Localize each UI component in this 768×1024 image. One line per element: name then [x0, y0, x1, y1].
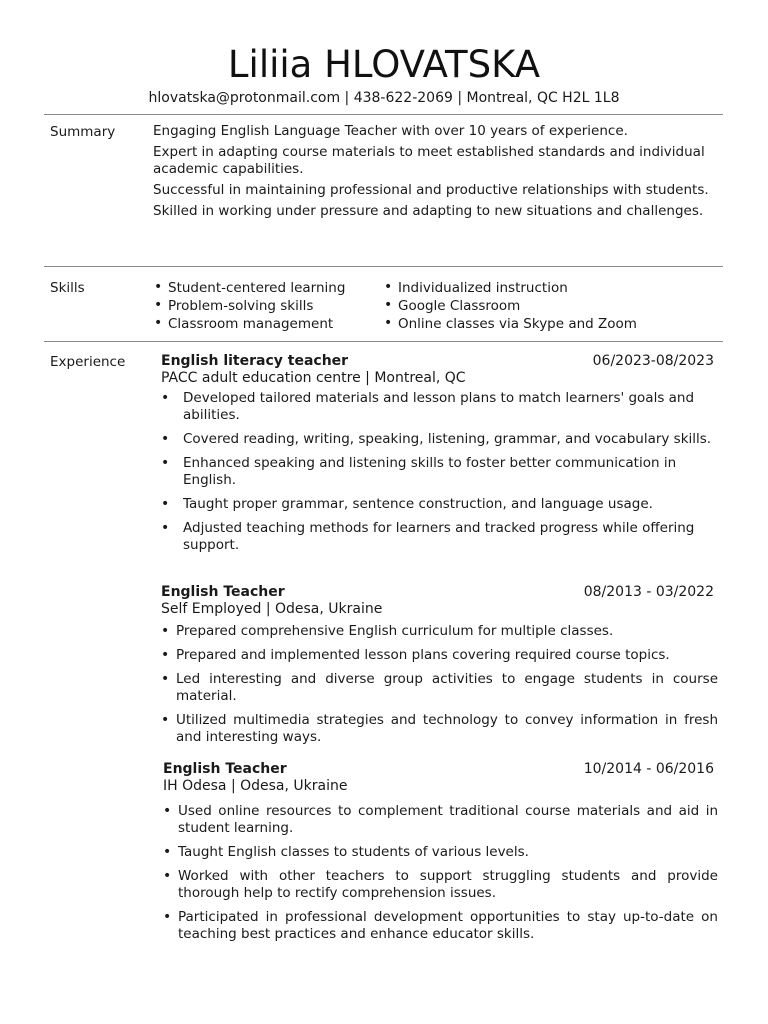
list-item: • Covered reading, writing, speaking, listening, grammar, and vocabulary skills. — [161, 431, 712, 447]
bullet-text: Covered reading, writing, speaking, listening, grammar, and vocabulary skills. — [183, 431, 712, 447]
bullet-text: Utilized multimedia strategies and technology to convey information in fresh and interesting ways. — [176, 712, 718, 745]
skill-item: • Classroom management — [153, 315, 345, 333]
candidate-name: Liliia HLOVATSKA — [227, 43, 541, 86]
skills-list-left — [153, 279, 345, 333]
list-item: • Enhanced speaking and listening skills to foster better communication in English. — [161, 455, 677, 488]
job-bullets — [163, 803, 718, 950]
list-item: • Taught proper grammar, sentence construction, and language usage. — [161, 496, 653, 512]
summary-line: Skilled in working under pressure and adapting to new situations and challenges. — [153, 203, 704, 219]
job-title: English Teacher — [163, 761, 287, 777]
job-organization: PACC adult education centre | Montreal, QC — [161, 370, 466, 386]
job-dates: 06/2023-08/2023 — [592, 353, 714, 369]
job-bullets — [161, 623, 718, 753]
list-item: • Adjusted teaching methods for learners and tracked progress while offering support. — [161, 520, 695, 553]
contact-line: hlovatska@protonmail.com | 438-622-2069 | Montreal, QC H2L 1L8 — [148, 90, 620, 106]
bullet-text: Taught proper grammar, sentence construction, and language usage. — [183, 496, 653, 512]
bullet-text: Worked with other teachers to support struggling students and provide thorough help to rectify comprehension issues. — [178, 868, 718, 901]
divider — [44, 341, 723, 342]
section-label-skills: Skills — [50, 280, 85, 296]
bullet-text: Enhanced speaking and listening skills to foster better communication in English. — [183, 455, 677, 488]
bullet-text: Adjusted teaching methods for learners and tracked progress while offering support. — [183, 520, 695, 553]
summary-line: Successful in maintaining professional and productive relationships with students. — [153, 182, 709, 198]
skill-item: • Individualized instruction — [383, 279, 637, 297]
skills-list-right — [383, 279, 637, 333]
skill-item: • Student-centered learning — [153, 279, 345, 297]
list-item: • Participated in professional development opportunities to stay up-to-date on teaching best practices and enhance educator skills. — [163, 909, 718, 942]
job-dates: 08/2013 - 03/2022 — [583, 584, 714, 600]
job-title: English literacy teacher — [161, 353, 349, 369]
bullet-text: Prepared comprehensive English curriculum for multiple classes. — [176, 623, 614, 639]
bullet-text: Participated in professional development opportunities to stay up-to-date on teaching best practices and enhance educator skills. — [178, 909, 718, 942]
job-title: English Teacher — [161, 584, 285, 600]
job-dates: 10/2014 - 06/2016 — [583, 761, 714, 777]
list-item: • Taught English classes to students of various levels. — [163, 844, 529, 860]
bullet-text: Led interesting and diverse group activities to engage students in course material. — [176, 671, 718, 704]
summary-block — [153, 123, 725, 224]
summary-line: Expert in adapting course materials to meet established standards and individual academic capabilities. — [153, 144, 705, 177]
list-item: • Used online resources to complement traditional course materials and aid in student learning. — [163, 803, 718, 836]
list-item: • Prepared and implemented lesson plans covering required course topics. — [161, 647, 670, 663]
skill-item: • Online classes via Skype and Zoom — [383, 315, 637, 333]
bullet-text: Prepared and implemented lesson plans covering required course topics. — [176, 647, 670, 663]
section-label-summary: Summary — [50, 124, 116, 140]
job-organization: Self Employed | Odesa, Ukraine — [161, 601, 383, 617]
skill-item: • Google Classroom — [383, 297, 637, 315]
list-item: • Prepared comprehensive English curriculum for multiple classes. — [161, 623, 614, 639]
list-item: • Developed tailored materials and lesson plans to match learners' goals and abilities. — [161, 390, 695, 423]
list-item: • Worked with other teachers to support struggling students and provide thorough help to rectify comprehension issues. — [163, 868, 718, 901]
bullet-text: Used online resources to complement traditional course materials and aid in student learning. — [178, 803, 718, 836]
summary-line: Engaging English Language Teacher with over 10 years of experience. — [153, 123, 628, 139]
skill-item: • Problem-solving skills — [153, 297, 345, 315]
section-label-experience: Experience — [50, 354, 126, 370]
job-organization: IH Odesa | Odesa, Ukraine — [163, 778, 348, 794]
job-bullets — [161, 390, 716, 561]
list-item: • Led interesting and diverse group activities to engage students in course material. — [161, 671, 718, 704]
list-item: • Utilized multimedia strategies and technology to convey information in fresh and interesting ways. — [161, 712, 718, 745]
divider — [44, 114, 723, 115]
bullet-text: Developed tailored materials and lesson plans to match learners' goals and abilities. — [183, 390, 695, 423]
bullet-text: Taught English classes to students of various levels. — [178, 844, 529, 860]
divider — [44, 266, 723, 267]
